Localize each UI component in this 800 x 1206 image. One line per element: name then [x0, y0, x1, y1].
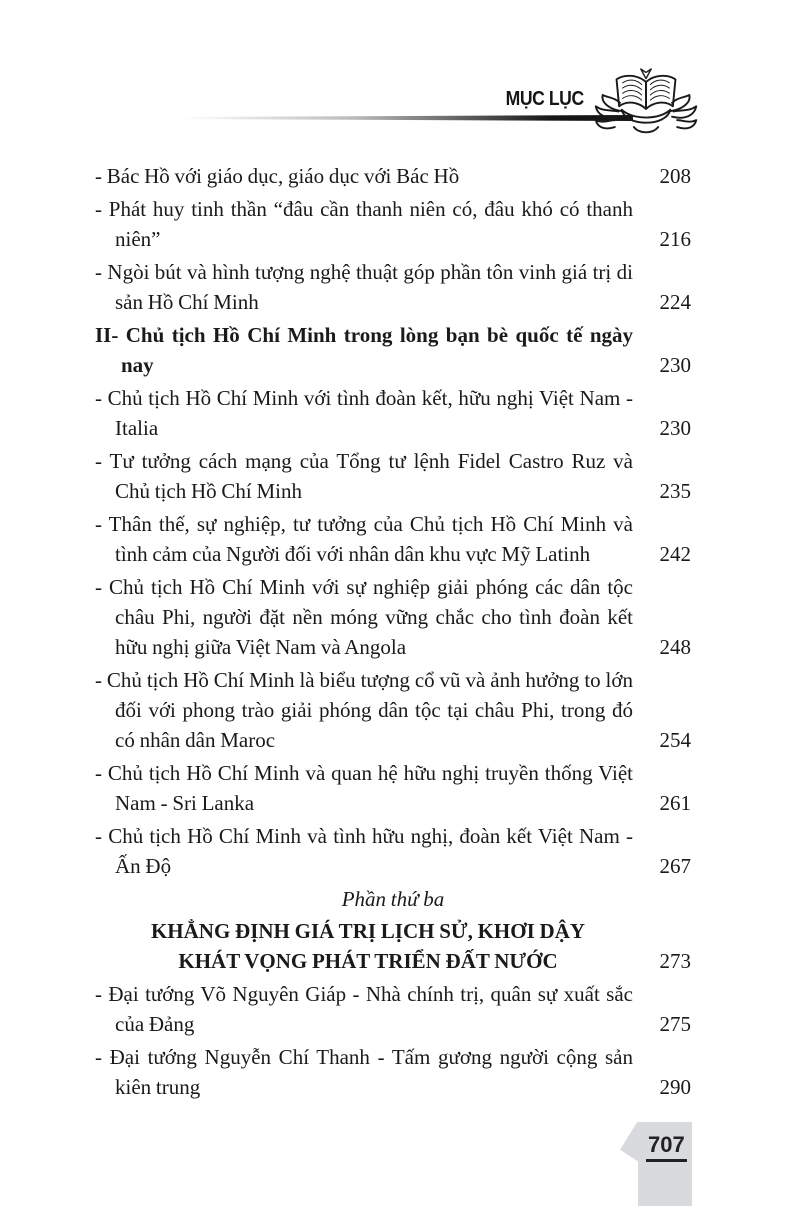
page-number: 707 [646, 1132, 687, 1162]
book-lotus-icon [594, 66, 698, 150]
toc-entry [95, 509, 691, 569]
page-header-title: MỤC LỤC [505, 88, 584, 110]
toc-entry-text: - Ngòi bút và hình tượng nghệ thuật góp phần tôn vinh giá trị di sản Hồ Chí Minh [95, 260, 633, 314]
toc-entry-text: - Đại tướng Võ Nguyên Giáp - Nhà chính trị, quân sự xuất sắc của Đảng [95, 982, 633, 1036]
toc-entry-text: - Chủ tịch Hồ Chí Minh với sự nghiệp giải phóng các dân tộc châu Phi, người đặt nền móng vững chắc cho tình đoàn kết hữu nghị giữa Việt Nam và Angola [95, 575, 633, 659]
toc-entry-page: 242 [659, 542, 691, 566]
toc-entry-page: 208 [659, 164, 691, 188]
toc-entry-text: - Tư tưởng cách mạng của Tổng tư lệnh Fidel Castro Ruz và Chủ tịch Hồ Chí Minh [95, 449, 633, 503]
toc-entry-text: - Chủ tịch Hồ Chí Minh với tình đoàn kết, hữu nghị Việt Nam - Italia [95, 386, 633, 440]
toc-entry-text: - Phát huy tinh thần “đâu cần thanh niên có, đâu khó có thanh niên” [95, 197, 633, 251]
toc-entry-text: - Đại tướng Nguyễn Chí Thanh - Tấm gương người cộng sản kiên trung [95, 1045, 633, 1099]
toc-part-title-span: KHẲNG ĐỊNH GIÁ TRỊ LỊCH SỬ, KHƠI DẬY KHÁT VỌNG PHÁT TRIỂN ĐẤT NƯỚC [150, 919, 586, 973]
toc-entry-text: - Chủ tịch Hồ Chí Minh và tình hữu nghị, đoàn kết Việt Nam - Ấn Độ [95, 824, 633, 878]
toc-entry [95, 194, 691, 254]
toc-entry [95, 572, 691, 662]
toc-entry-text: - Bác Hồ với giáo dục, giáo dục với Bác Hồ [95, 164, 460, 188]
toc-entry-page: 216 [659, 227, 691, 251]
header-gradient-rule [183, 115, 633, 121]
toc-entry-page: 248 [659, 635, 691, 659]
toc-entry-page: 273 [659, 949, 691, 973]
toc-entry [95, 821, 691, 881]
toc-entry-page: 230 [659, 353, 691, 377]
toc-entry [95, 979, 691, 1039]
toc-part-label [95, 884, 691, 914]
toc-entry-page: 267 [659, 854, 691, 878]
toc-part-title [95, 916, 691, 976]
toc-entry-page: 254 [659, 728, 691, 752]
toc-entry [95, 161, 691, 191]
toc-entry-page: 235 [659, 479, 691, 503]
toc-part-label-text: Phần thứ ba [341, 887, 445, 911]
toc-entry [95, 446, 691, 506]
toc-entry-page: 224 [659, 290, 691, 314]
toc-entry-text: - Chủ tịch Hồ Chí Minh là biểu tượng cổ vũ và ảnh hưởng to lớn đối với phong trào giải phóng dân tộc tại châu Phi, trong đó có nhân dân Maroc [95, 668, 633, 752]
toc-entry [95, 758, 691, 818]
toc-entry-page: 275 [659, 1012, 691, 1036]
toc-entry-text: - Thân thế, sự nghiệp, tư tưởng của Chủ tịch Hồ Chí Minh và tình cảm của Người đối với nhân dân khu vực Mỹ Latinh [95, 512, 633, 566]
toc-entry-page: 290 [659, 1075, 691, 1099]
toc-entry [95, 1042, 691, 1102]
toc-part-title-text [95, 916, 641, 976]
toc-entry [95, 383, 691, 443]
table-of-contents [95, 161, 691, 1105]
toc-entry-text: - Chủ tịch Hồ Chí Minh và quan hệ hữu nghị truyền thống Việt Nam - Sri Lanka [95, 761, 633, 815]
toc-entry-text: II- Chủ tịch Hồ Chí Minh trong lòng bạn bè quốc tế ngày nay [95, 323, 633, 377]
toc-entry-page: 261 [659, 791, 691, 815]
toc-entry [95, 665, 691, 755]
toc-entry [95, 257, 691, 317]
toc-section-header [95, 320, 691, 380]
toc-entry-page: 230 [659, 416, 691, 440]
